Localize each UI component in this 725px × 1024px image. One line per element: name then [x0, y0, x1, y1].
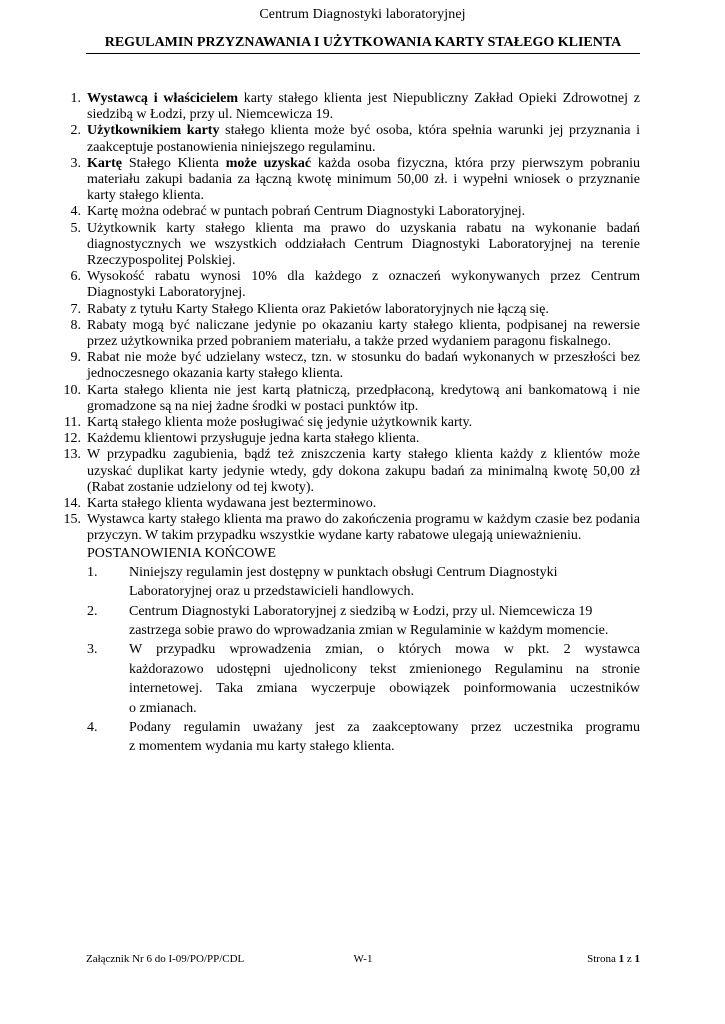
- page-title: REGULAMIN PRZYZNAWANIA I UŻYTKOWANIA KARTY STAŁEGO KLIENTA: [104, 35, 622, 50]
- rule-text-part: Wystawca karty stałego klienta ma prawo do zakończenia programu w każdym czasie bez podania przyczyn. W takim przypadku wszystkie wydane karty rabatowe ulegają unieważnieniu.: [87, 512, 640, 544]
- final-provision-number: 1.: [87, 564, 98, 580]
- rule-text-part: Wysokość rabatu wynosi 10% dla każdego z oznaczeń wykonywanych przez Centrum Diagnostyki Laboratoryjnej.: [87, 269, 640, 301]
- final-provision-line: W przypadku wprowadzenia zmian, o których mowa w pkt. 2 wystawca: [129, 642, 640, 658]
- final-provision-number: 2.: [87, 603, 98, 619]
- final-provision-item: [60, 602, 640, 641]
- rule-item: [60, 383, 640, 415]
- rule-text-bold: może uzyskać: [225, 155, 312, 171]
- rule-number: 6.: [70, 269, 81, 285]
- final-provision-line: o zmianach.: [129, 700, 197, 716]
- rule-text: [87, 221, 640, 270]
- rule-text-part: karty stałego klienta jest Niepubliczny Zakład Opieki Zdrowotnej z siedzibą w Łodzi, przy ul. Niemcewicza 19.: [87, 91, 640, 123]
- rule-number: 1.: [70, 91, 81, 106]
- rule-item: [60, 204, 640, 220]
- rule-text-part: Rabat nie może być udzielany wstecz, tzn. w stosunku do badań wykonanych w przeszłości bez jednoczesnego okazania karty stałego klienta.: [87, 350, 640, 382]
- rule-text-part: Rabaty mogą być naliczane jedynie po okazaniu karty stałego klienta, podpisanej na rewersie przez użytkownika przed pobraniem materiału, a także przed wydaniem paragonu fiskalnego.: [87, 317, 640, 350]
- final-provisions-list: [60, 563, 640, 757]
- final-provision-line: Niniejszy regulamin jest dostępny w punktach obsługi Centrum Diagnostyki Laboratoryjnej oraz u przedstawicieli handlowych.: [129, 564, 558, 600]
- final-provision-line: każdorazowo udostępni ujednolicony tekst zmienionego Regulaminu na stronie internetowej. Taka zmiana wyczerpuje obowiązek poinformowania uczestników: [129, 661, 640, 697]
- page-footer: [86, 953, 640, 965]
- rule-number: 12.: [63, 431, 81, 447]
- rule-number: 3.: [70, 155, 81, 171]
- final-provisions-heading: POSTANOWIENIA KOŃCOWE: [87, 545, 277, 561]
- rule-item: [60, 156, 640, 205]
- rule-text: [87, 123, 640, 155]
- rule-text: [87, 302, 640, 318]
- rule-text-part: Rabaty z tytułu Karty Stałego Klienta oraz Pakietów laboratoryjnych nie łączą się.: [87, 301, 549, 317]
- rule-number: 9.: [70, 350, 81, 366]
- final-provision-item: [60, 563, 640, 602]
- rule-text: [87, 269, 640, 301]
- rule-item: [60, 512, 640, 544]
- rule-number: 5.: [70, 220, 81, 236]
- rule-text-part: Karta stałego klienta wydawana jest bezterminowo.: [87, 496, 377, 512]
- rule-text-part: Kartę można odebrać w puntach pobrań Centrum Diagnostyki Laboratoryjnej.: [87, 204, 526, 220]
- final-provision-line: Centrum Diagnostyki Laboratoryjnej z siedzibą w Łodzi, przy ul. Niemcewicza 19 zastrzega sobie prawo do wprowadzania zmian w Regulaminie w każdym momencie.: [129, 603, 609, 638]
- footer-page-current: 1: [618, 953, 625, 965]
- footer-page-label: Strona: [587, 953, 619, 965]
- rule-text: [87, 431, 640, 447]
- rule-item: [60, 269, 640, 301]
- rules-list: [60, 91, 640, 757]
- rule-text-bold: Wystawcą i właścicielem: [87, 91, 239, 106]
- rule-text-part: Użytkownik karty stałego klienta ma prawo do uzyskania rabatu na wykonanie badań diagnostycznych we wszystkich oddziałach Centrum Diagnostyki Laboratoryjnej na terenie Rzeczypospolitej Polskiej.: [87, 220, 640, 269]
- rule-item: [60, 447, 640, 496]
- rule-item: [60, 496, 640, 512]
- rule-item: [60, 123, 640, 155]
- footer-page-total: 1: [634, 953, 640, 965]
- rule-text: [87, 496, 640, 512]
- rule-item: [60, 91, 640, 123]
- rule-number: 11.: [64, 415, 81, 431]
- rule-text: [87, 383, 640, 415]
- rule-text: [87, 91, 640, 123]
- final-provision-text: [129, 602, 640, 641]
- rule-text-part: każda osoba fizyczna, która przy pierwszym pobraniu materiału zakupi badania za łączną kwotę minimum 50,00 zł. i wypełni wniosek o przyznanie karty stałego klienta.: [87, 155, 641, 204]
- final-provision-line: z momentem wydania mu karty stałego klienta.: [129, 739, 395, 755]
- rule-text-bold: Użytkownikiem karty: [87, 123, 220, 139]
- rule-text: [87, 447, 640, 496]
- rule-number: 10.: [63, 382, 81, 398]
- rule-item: [60, 302, 640, 318]
- rule-number: 2.: [70, 123, 81, 139]
- rule-text-part: W przypadku zagubienia, bądź też zniszczenia karty stałego klienta każdy z klientów może uzyskać duplikat karty jedynie wtedy, gdy dokona zakupu badań za minimalną kwotę 50,00 zł (Rabat zostanie udzielony od tej kwoty).: [87, 447, 640, 495]
- final-provision-number: 4.: [87, 719, 98, 735]
- footer-page-sep: z: [624, 953, 635, 965]
- rule-text: [87, 156, 640, 205]
- final-provision-text: [129, 563, 640, 602]
- final-provision-item: [60, 718, 640, 757]
- rule-text-part: Kartą stałego klienta może posługiwać się jedynie użytkownik karty.: [87, 415, 473, 431]
- rule-item: [60, 415, 640, 431]
- rule-item: [60, 318, 640, 350]
- rule-item: [60, 350, 640, 382]
- rule-text: [87, 350, 640, 382]
- rule-number: 7.: [70, 301, 81, 317]
- rule-text-part: stałego klienta może być osoba, która spełnia warunki jej przyznania i zaakceptuje postanowienia niniejszego regulaminu.: [87, 123, 640, 155]
- rule-text-part: Stałego Klienta: [121, 155, 226, 171]
- rule-item: [60, 431, 640, 447]
- rule-text: [87, 318, 640, 350]
- title-underline: [86, 53, 640, 54]
- rule-item: [60, 221, 640, 270]
- rule-number: 15.: [63, 512, 81, 528]
- rule-number: 8.: [70, 317, 81, 333]
- rule-number: 13.: [63, 447, 81, 463]
- rule-text-part: Każdemu klientowi przysługuje jedna karta stałego klienta.: [87, 431, 420, 447]
- rule-text: [87, 415, 640, 431]
- document-header: Centrum Diagnostyki laboratoryjnej: [259, 7, 466, 22]
- rule-text-part: Karta stałego klienta nie jest kartą płatniczą, przedpłaconą, kredytową ani bankomatową i nie gromadzone są na niej żadne środki w postaci punktów itp.: [87, 382, 640, 414]
- final-provision-line: Podany regulamin uważany jest za zaakceptowany przez uczestnika programu: [129, 719, 640, 735]
- rule-text: [87, 512, 640, 544]
- rule-text: [87, 204, 640, 220]
- rule-text-bold: Kartę: [87, 155, 122, 171]
- footer-annex: Załącznik Nr 6 do I-09/PO/PP/CDL: [86, 953, 245, 965]
- final-provision-item: [60, 640, 640, 718]
- rule-number: 4.: [70, 204, 81, 220]
- final-provision-number: 3.: [87, 642, 98, 658]
- final-provision-text: [129, 718, 640, 757]
- final-provision-text: [129, 640, 640, 718]
- footer-code: W-1: [353, 953, 373, 965]
- rule-number: 14.: [63, 496, 81, 512]
